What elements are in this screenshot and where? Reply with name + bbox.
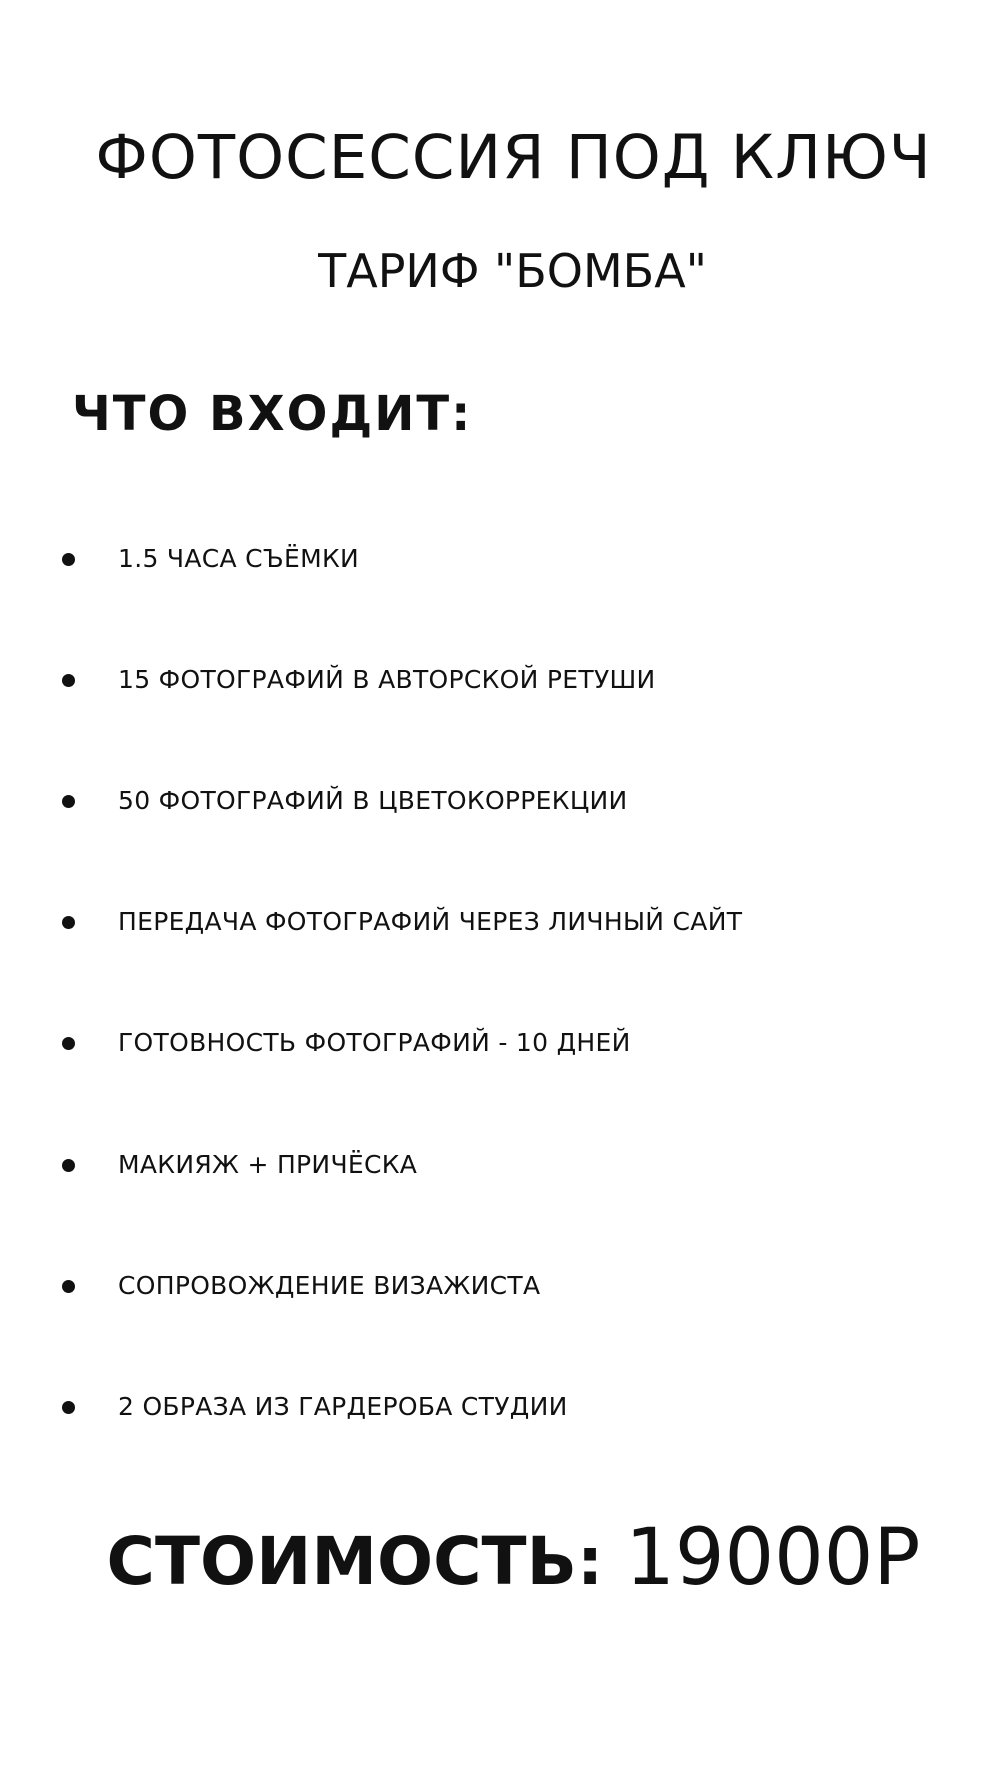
bullet-icon: [62, 1401, 75, 1414]
includes-heading: ЧТО ВХОДИТ:: [72, 386, 473, 442]
feature-text: ГОТОВНОСТЬ ФОТОГРАФИЙ - 10 ДНЕЙ: [118, 1028, 631, 1057]
list-item: [0, 1023, 999, 1063]
feature-text: 50 ФОТОГРАФИЙ В ЦВЕТОКОРРЕКЦИИ: [118, 786, 628, 815]
price-value: 19000Р: [625, 1513, 921, 1603]
feature-text: 15 ФОТОГРАФИЙ В АВТОРСКОЙ РЕТУШИ: [118, 665, 656, 694]
price-line: [0, 1513, 999, 1607]
feature-text: СОПРОВОЖДЕНИЕ ВИЗАЖИСТА: [118, 1271, 541, 1300]
list-item: [0, 902, 999, 942]
bullet-icon: [62, 674, 75, 687]
page-title: ФОТОСЕССИЯ ПОД КЛЮЧ: [95, 122, 932, 193]
bullet-icon: [62, 916, 75, 929]
price-label: СТОИМОСТЬ:: [106, 1523, 604, 1600]
list-item: [0, 1387, 999, 1427]
bullet-icon: [62, 1280, 75, 1293]
bullet-icon: [62, 553, 75, 566]
feature-text: МАКИЯЖ + ПРИЧЁСКА: [118, 1150, 418, 1179]
list-item: [0, 1145, 999, 1185]
feature-text: ПЕРЕДАЧА ФОТОГРАФИЙ ЧЕРЕЗ ЛИЧНЫЙ САЙТ: [118, 907, 743, 936]
list-item: [0, 660, 999, 700]
feature-text: 1.5 ЧАСА СЪЁМКИ: [118, 544, 360, 573]
bullet-icon: [62, 1159, 75, 1172]
bullet-icon: [62, 795, 75, 808]
list-item: [0, 539, 999, 579]
feature-text: 2 ОБРАЗА ИЗ ГАРДЕРОБА СТУДИИ: [118, 1392, 568, 1421]
list-item: [0, 781, 999, 821]
bullet-icon: [62, 1037, 75, 1050]
tariff-subtitle: ТАРИФ "БОМБА": [318, 244, 707, 298]
list-item: [0, 1266, 999, 1306]
